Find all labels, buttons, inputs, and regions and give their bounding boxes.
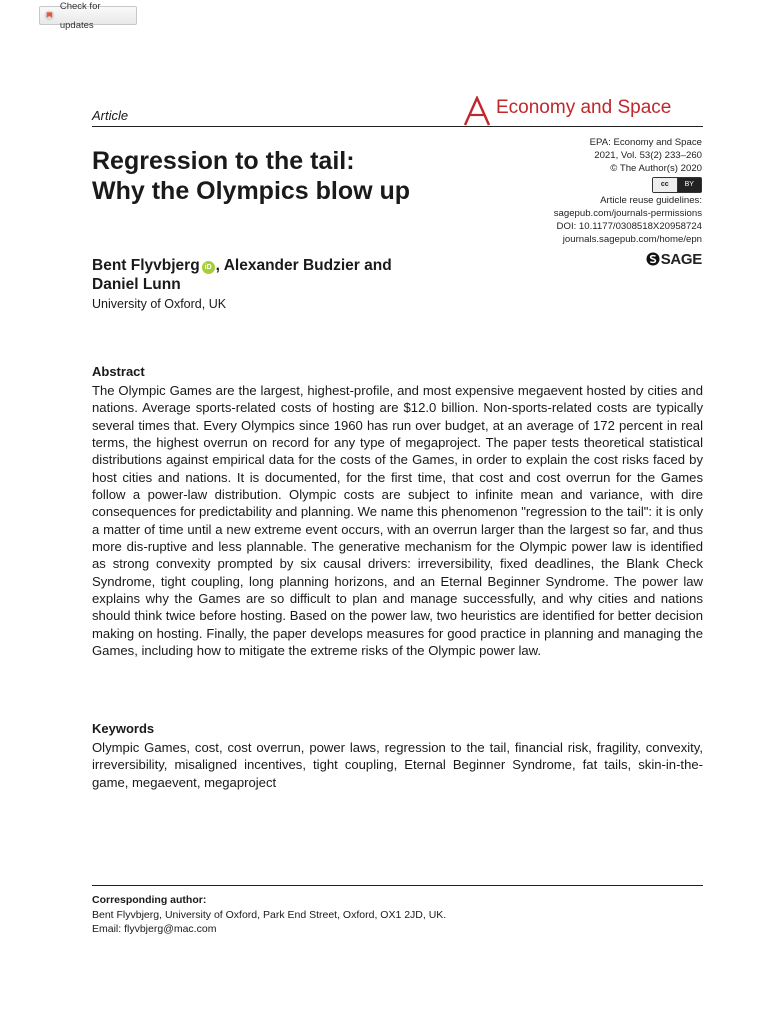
crossmark-icon [44, 10, 55, 21]
sage-logo[interactable] [646, 252, 702, 266]
journal-name: Economy and Space [496, 97, 672, 118]
journal-logo[interactable] [462, 94, 671, 126]
journal-citation-name: EPA: Economy and Space [589, 137, 702, 148]
sage-logo-text: SAGE [660, 250, 702, 268]
keywords-body: Olympic Games, cost, cost overrun, power laws, regression to the tail, financial risk, fragility, convexity, irreversibility, misaligned incentives, tight coupling, Eternal Beginner Syndrome, fat tails, skin-in-the-game, megaevent, megaproject [92, 740, 703, 790]
check-for-updates-label: Check for updates [59, 0, 101, 31]
orcid-icon[interactable]: iD [202, 261, 215, 274]
title-line-1: Regression to the tail: [92, 147, 355, 175]
abstract-heading: Abstract [92, 364, 145, 379]
corresponding-author-email[interactable]: Email: flyvbjerg@mac.com [92, 923, 217, 935]
sage-s-icon [646, 252, 660, 266]
section-label: Article [92, 108, 129, 123]
authors-rest-line-2: Daniel Lunn [92, 276, 181, 293]
check-for-updates-button[interactable] [39, 0, 137, 31]
reuse-guidelines-label: Article reuse guidelines: [600, 194, 702, 206]
author-list [92, 256, 492, 294]
affiliation: University of Oxford, UK [92, 297, 227, 311]
header-divider [92, 126, 703, 127]
title-line-2: Why the Olympics blow up [92, 177, 411, 205]
cc-badge-right: BY [678, 178, 702, 192]
keywords-heading: Keywords [92, 721, 155, 736]
authors-rest-line-1: , Alexander Budzier and [215, 257, 392, 274]
footnote-divider [92, 885, 703, 886]
journal-a-logo-icon [462, 96, 492, 126]
cc-by-license-icon[interactable] [652, 177, 702, 193]
cc-badge-left: cc [653, 178, 678, 192]
journal-homepage-link[interactable]: journals.sagepub.com/home/epn [562, 234, 702, 246]
doi-link[interactable]: DOI: 10.1177/0308518X20958724 [556, 221, 702, 233]
volume-pages: 2021, Vol. 53(2) 233–260 [594, 150, 702, 162]
corresponding-author-address: Bent Flyvbjerg, University of Oxford, Park End Street, Oxford, OX1 2JD, UK. [92, 909, 447, 921]
author-first[interactable]: Bent Flyvbjerg [92, 257, 200, 274]
copyright: © The Author(s) 2020 [610, 163, 702, 175]
corresponding-author-heading: Corresponding author: [92, 894, 207, 906]
publication-meta [442, 136, 702, 271]
permissions-link[interactable]: sagepub.com/journals-permissions [553, 207, 702, 219]
abstract-body: The Olympic Games are the largest, highest-profile, and most expensive megaevent hosted by cities and nations. Average sports-related costs of hosting are $12.0 billion. Non-sports-related costs are typically several times that. Every Olympics since 1960 has run over budget, at an average of 172 percent in real terms, the highest overrun on record for any type of megaproject. The paper tests theoretical statistical distributions against empirical data for the costs of the Games, in order to explain the cost risks faced by host cities and nations. It is documented, for the first time, that cost and cost overrun for the Games follow a power-law distribution. Olympic costs are subject to infinite mean and variance, with dire consequences for predictability and planning. We name this phenomenon "regression to the tail": it is only a matter of time until a new extreme event occurs, with an overrun larger than the largest so far, and thus more dis-ruptive and less plannable. The generative mechanism for the Olympic power law is identified as strong convexity prompted by six causal drivers: irreversibility, fixed deadlines, the Blank Check Syndrome, tight coupling, long planning horizons, and an Eternal Beginner Syndrome. The power law explains why the Games are so difficult to plan and manage successfully, and why cities and nations should think twice before hosting. Based on the power law, two heuristics are identified for better decision making on hosting. Finally, the paper develops measures for good practice in planning and managing the Games, including how to mitigate the extreme risks of the Olympic power law. [92, 383, 703, 659]
